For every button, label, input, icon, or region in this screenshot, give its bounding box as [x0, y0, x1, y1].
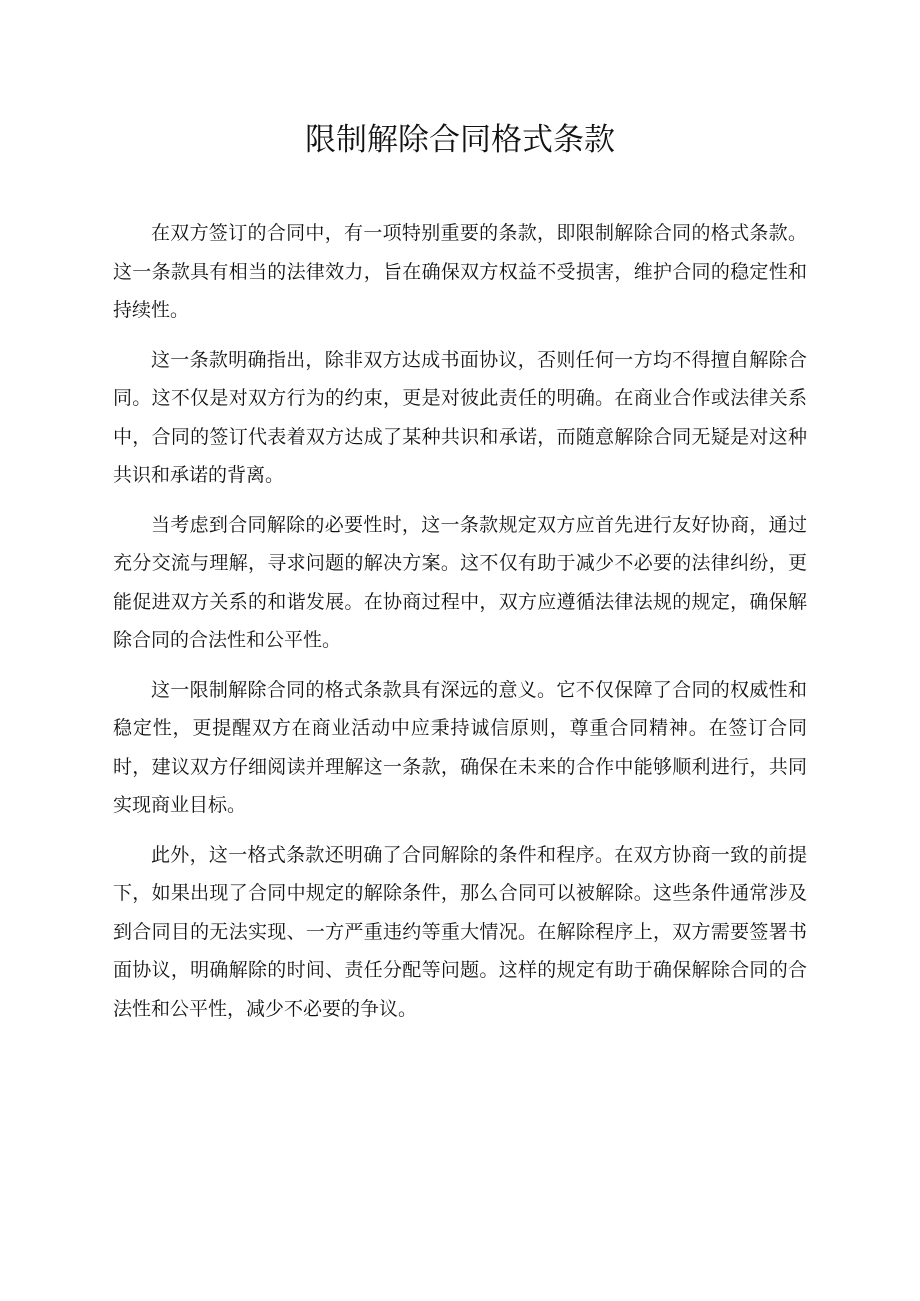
- document-title: 限制解除合同格式条款: [305, 122, 615, 158]
- document-body: [113, 214, 807, 1039]
- paragraph-1: 在双方签订的合同中，有一项特别重要的条款，即限制解除合同的格式条款。这一条款具有相当的法律效力，旨在确保双方权益不受损害，维护合同的稳定性和持续性。: [113, 222, 807, 321]
- paragraph-5: 此外，这一格式条款还明确了合同解除的条件和程序。在双方协商一致的前提下，如果出现了合同中规定的解除条件，那么合同可以被解除。这些条件通常涉及到合同目的无法实现、一方严重违约等重大情况。在解除程序上，双方需要签署书面协议，明确解除的时间、责任分配等问题。这样的规定有助于确保解除合同的合法性和公平性，减少不必要的争议。: [113, 843, 807, 1020]
- paragraph-2: 这一条款明确指出，除非双方达成书面协议，否则任何一方均不得擅自解除合同。这不仅是对双方行为的约束，更是对彼此责任的明确。在商业合作或法律关系中，合同的签订代表着双方达成了某种共识和承诺，而随意解除合同无疑是对这种共识和承诺的背离。: [113, 348, 807, 486]
- paragraph-4: 这一限制解除合同的格式条款具有深远的意义。它不仅保障了合同的权威性和稳定性，更提醒双方在商业活动中应秉持诚信原则，尊重合同精神。在签订合同时，建议双方仔细阅读并理解这一条款，确保在未来的合作中能够顺利进行，共同实现商业目标。: [113, 678, 807, 816]
- paragraph-3: 当考虑到合同解除的必要性时，这一条款规定双方应首先进行友好协商，通过充分交流与理解，寻求问题的解决方案。这不仅有助于减少不必要的法律纠纷，更能促进双方关系的和谐发展。在协商过程中，双方应遵循法律法规的规定，确保解除合同的合法性和公平性。: [113, 513, 807, 651]
